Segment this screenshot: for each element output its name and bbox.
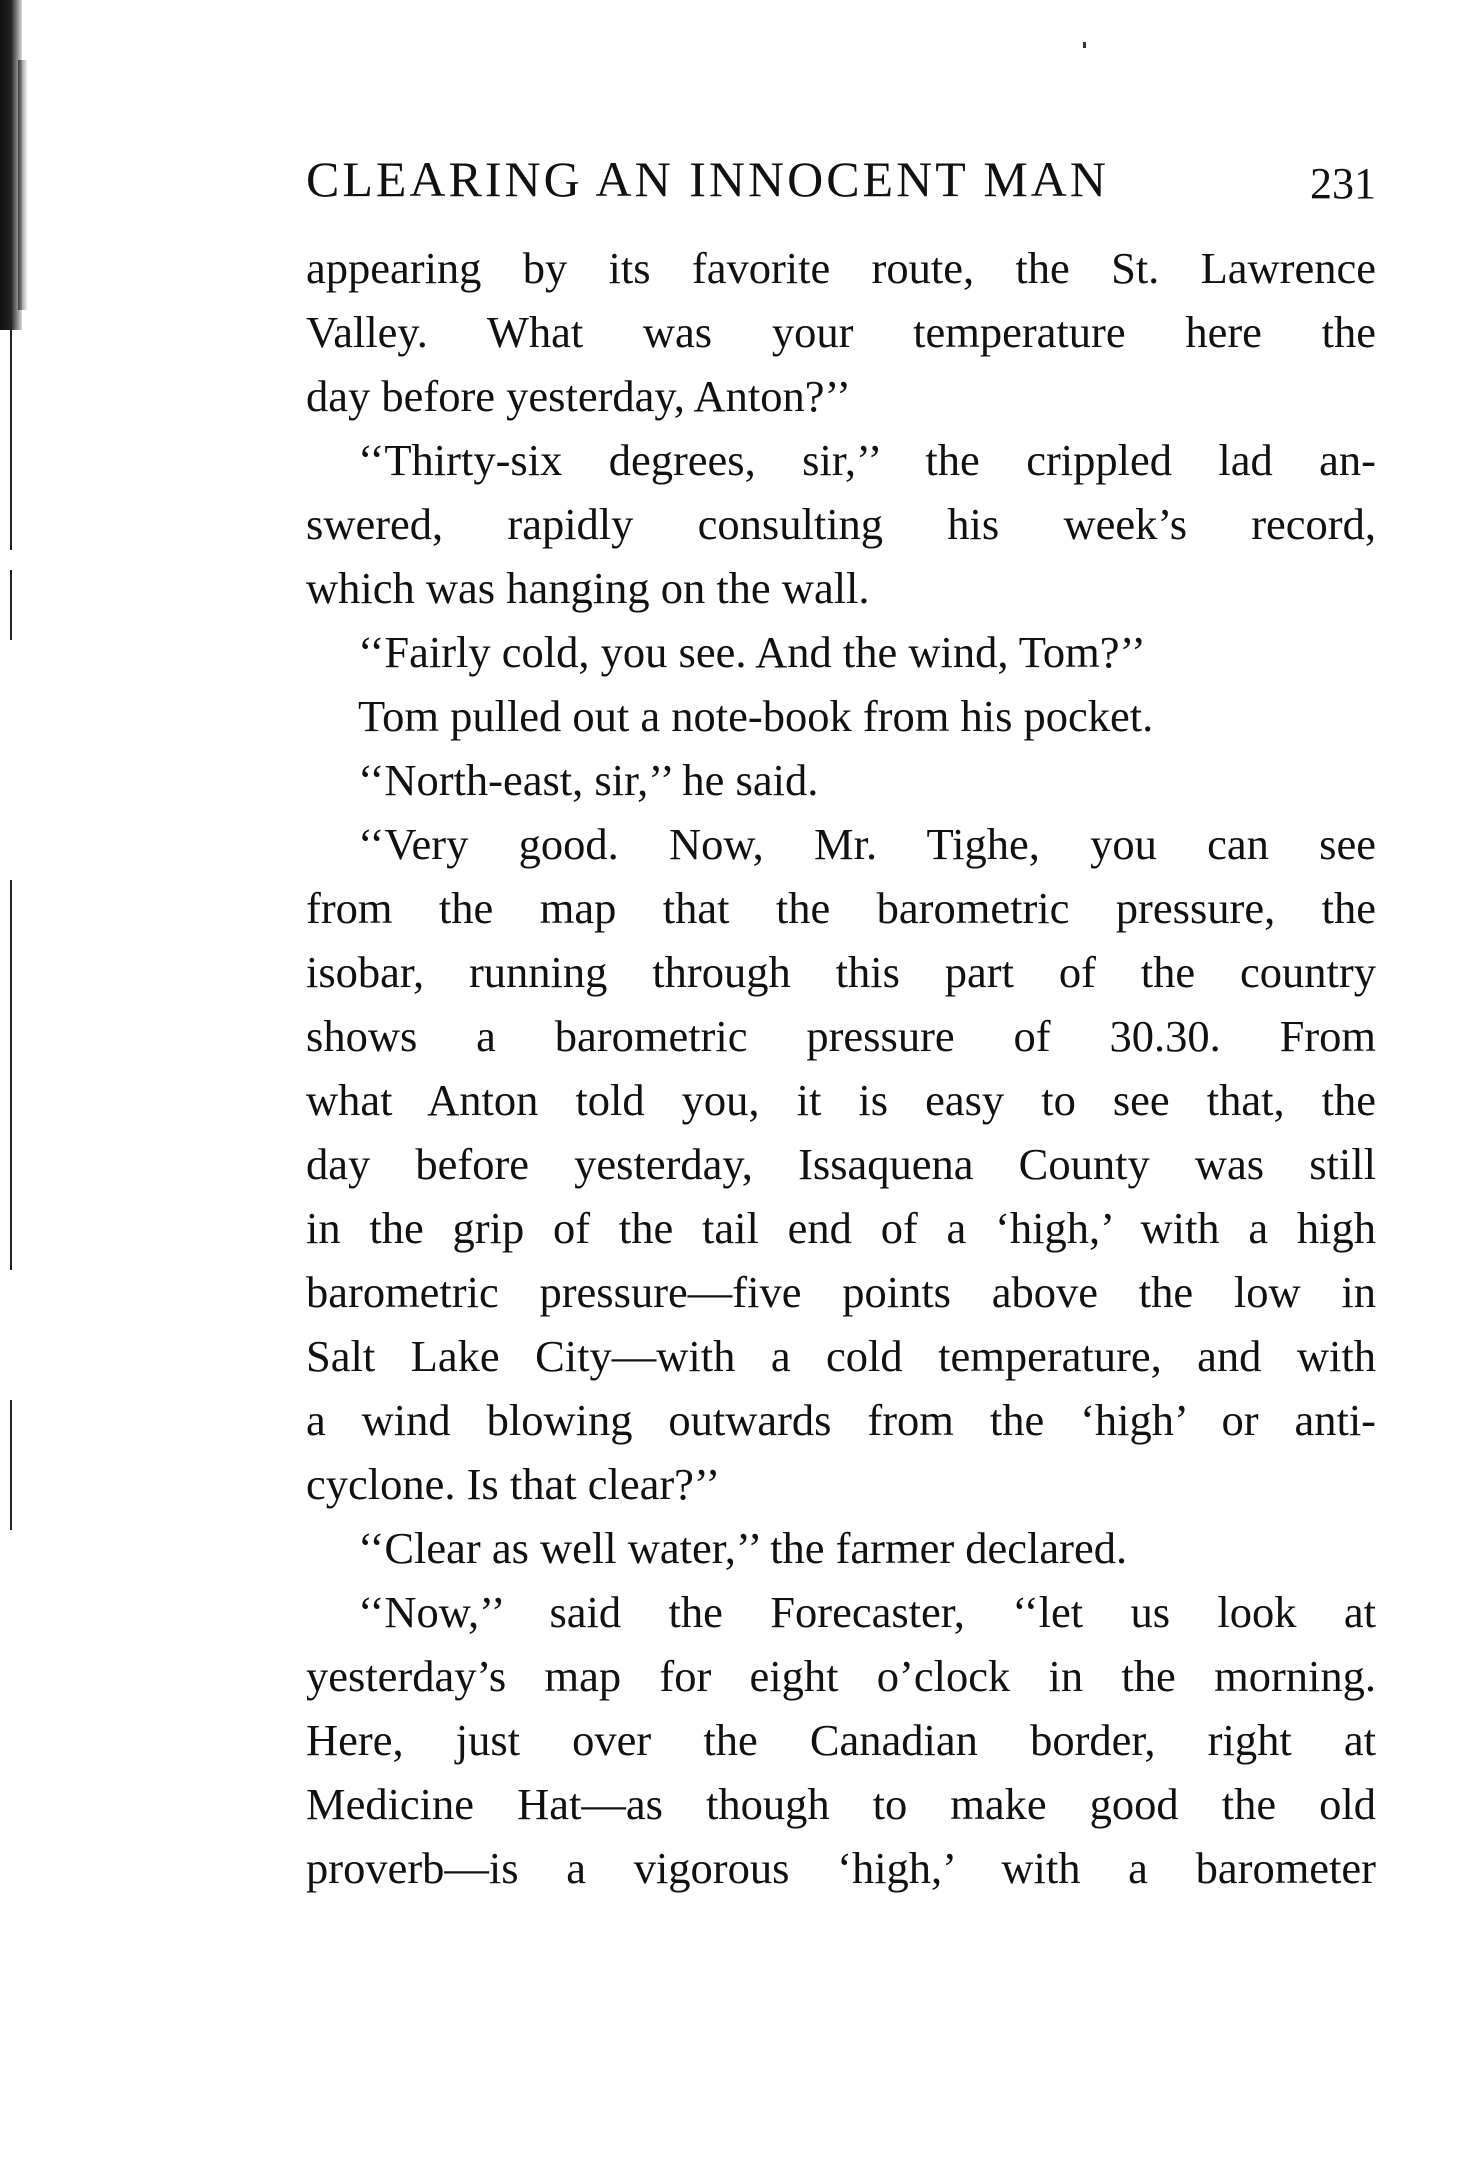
text-line: ‘‘Thirty-six degrees, sir,’’ the crippled lad an- xyxy=(358,435,1376,485)
text-line: isobar, running through this part of the country xyxy=(306,947,1376,997)
text-line: ‘‘North-east, sir,’’ he said. xyxy=(358,755,819,805)
running-header-title: CLEARING AN INNOCENT MAN xyxy=(306,151,1110,207)
text-line: swered, rapidly consulting his week’s record, xyxy=(306,499,1376,549)
body-text xyxy=(306,236,1376,1900)
margin-scan-line xyxy=(10,570,12,640)
margin-scan-line xyxy=(10,1400,12,1530)
margin-scan-line xyxy=(10,320,12,550)
text-line: proverb—is a vigorous ‘high,’ with a barometer xyxy=(306,1843,1376,1893)
text-line: ‘‘Now,’’ said the Forecaster, ‘‘let us look at xyxy=(358,1587,1376,1637)
text-line: from the map that the barometric pressure, the xyxy=(306,883,1376,933)
text-line: what Anton told you, it is easy to see that, the xyxy=(306,1075,1376,1125)
text-line: day before yesterday, Issaquena County was still xyxy=(306,1139,1376,1189)
text-line: Medicine Hat—as though to make good the old xyxy=(306,1779,1376,1829)
running-header xyxy=(306,150,1376,220)
text-line: which was hanging on the wall. xyxy=(306,563,870,613)
text-line: ‘‘Clear as well water,’’ the farmer declared. xyxy=(358,1523,1128,1573)
text-line: Here, just over the Canadian border, right at xyxy=(306,1715,1376,1765)
text-line: Salt Lake City—with a cold temperature, and with xyxy=(306,1331,1376,1381)
text-line: ‘‘Very good. Now, Mr. Tighe, you can see xyxy=(358,819,1376,869)
text-line: day before yesterday, Anton?’’ xyxy=(306,371,851,421)
text-line: yesterday’s map for eight o’clock in the morning. xyxy=(306,1651,1376,1701)
text-line: a wind blowing outwards from the ‘high’ or anti- xyxy=(306,1395,1376,1445)
text-line: Tom pulled out a note-book from his pocket. xyxy=(358,691,1154,741)
scan-speck xyxy=(1083,42,1086,48)
text-line: shows a barometric pressure of 30.30. From xyxy=(306,1011,1376,1061)
text-line: Valley. What was your temperature here the xyxy=(306,307,1376,357)
text-line: appearing by its favorite route, the St. Lawrence xyxy=(306,243,1376,293)
text-line: cyclone. Is that clear?’’ xyxy=(306,1459,721,1509)
text-line: in the grip of the tail end of a ‘high,’ with a high xyxy=(306,1203,1376,1253)
text-line: barometric pressure—five points above the low in xyxy=(306,1267,1376,1317)
text-line: ‘‘Fairly cold, you see. And the wind, Tom?’’ xyxy=(358,627,1146,677)
binding-shadow-gradient xyxy=(18,60,28,310)
page-number: 231 xyxy=(1310,159,1376,208)
margin-scan-line xyxy=(10,880,12,1270)
